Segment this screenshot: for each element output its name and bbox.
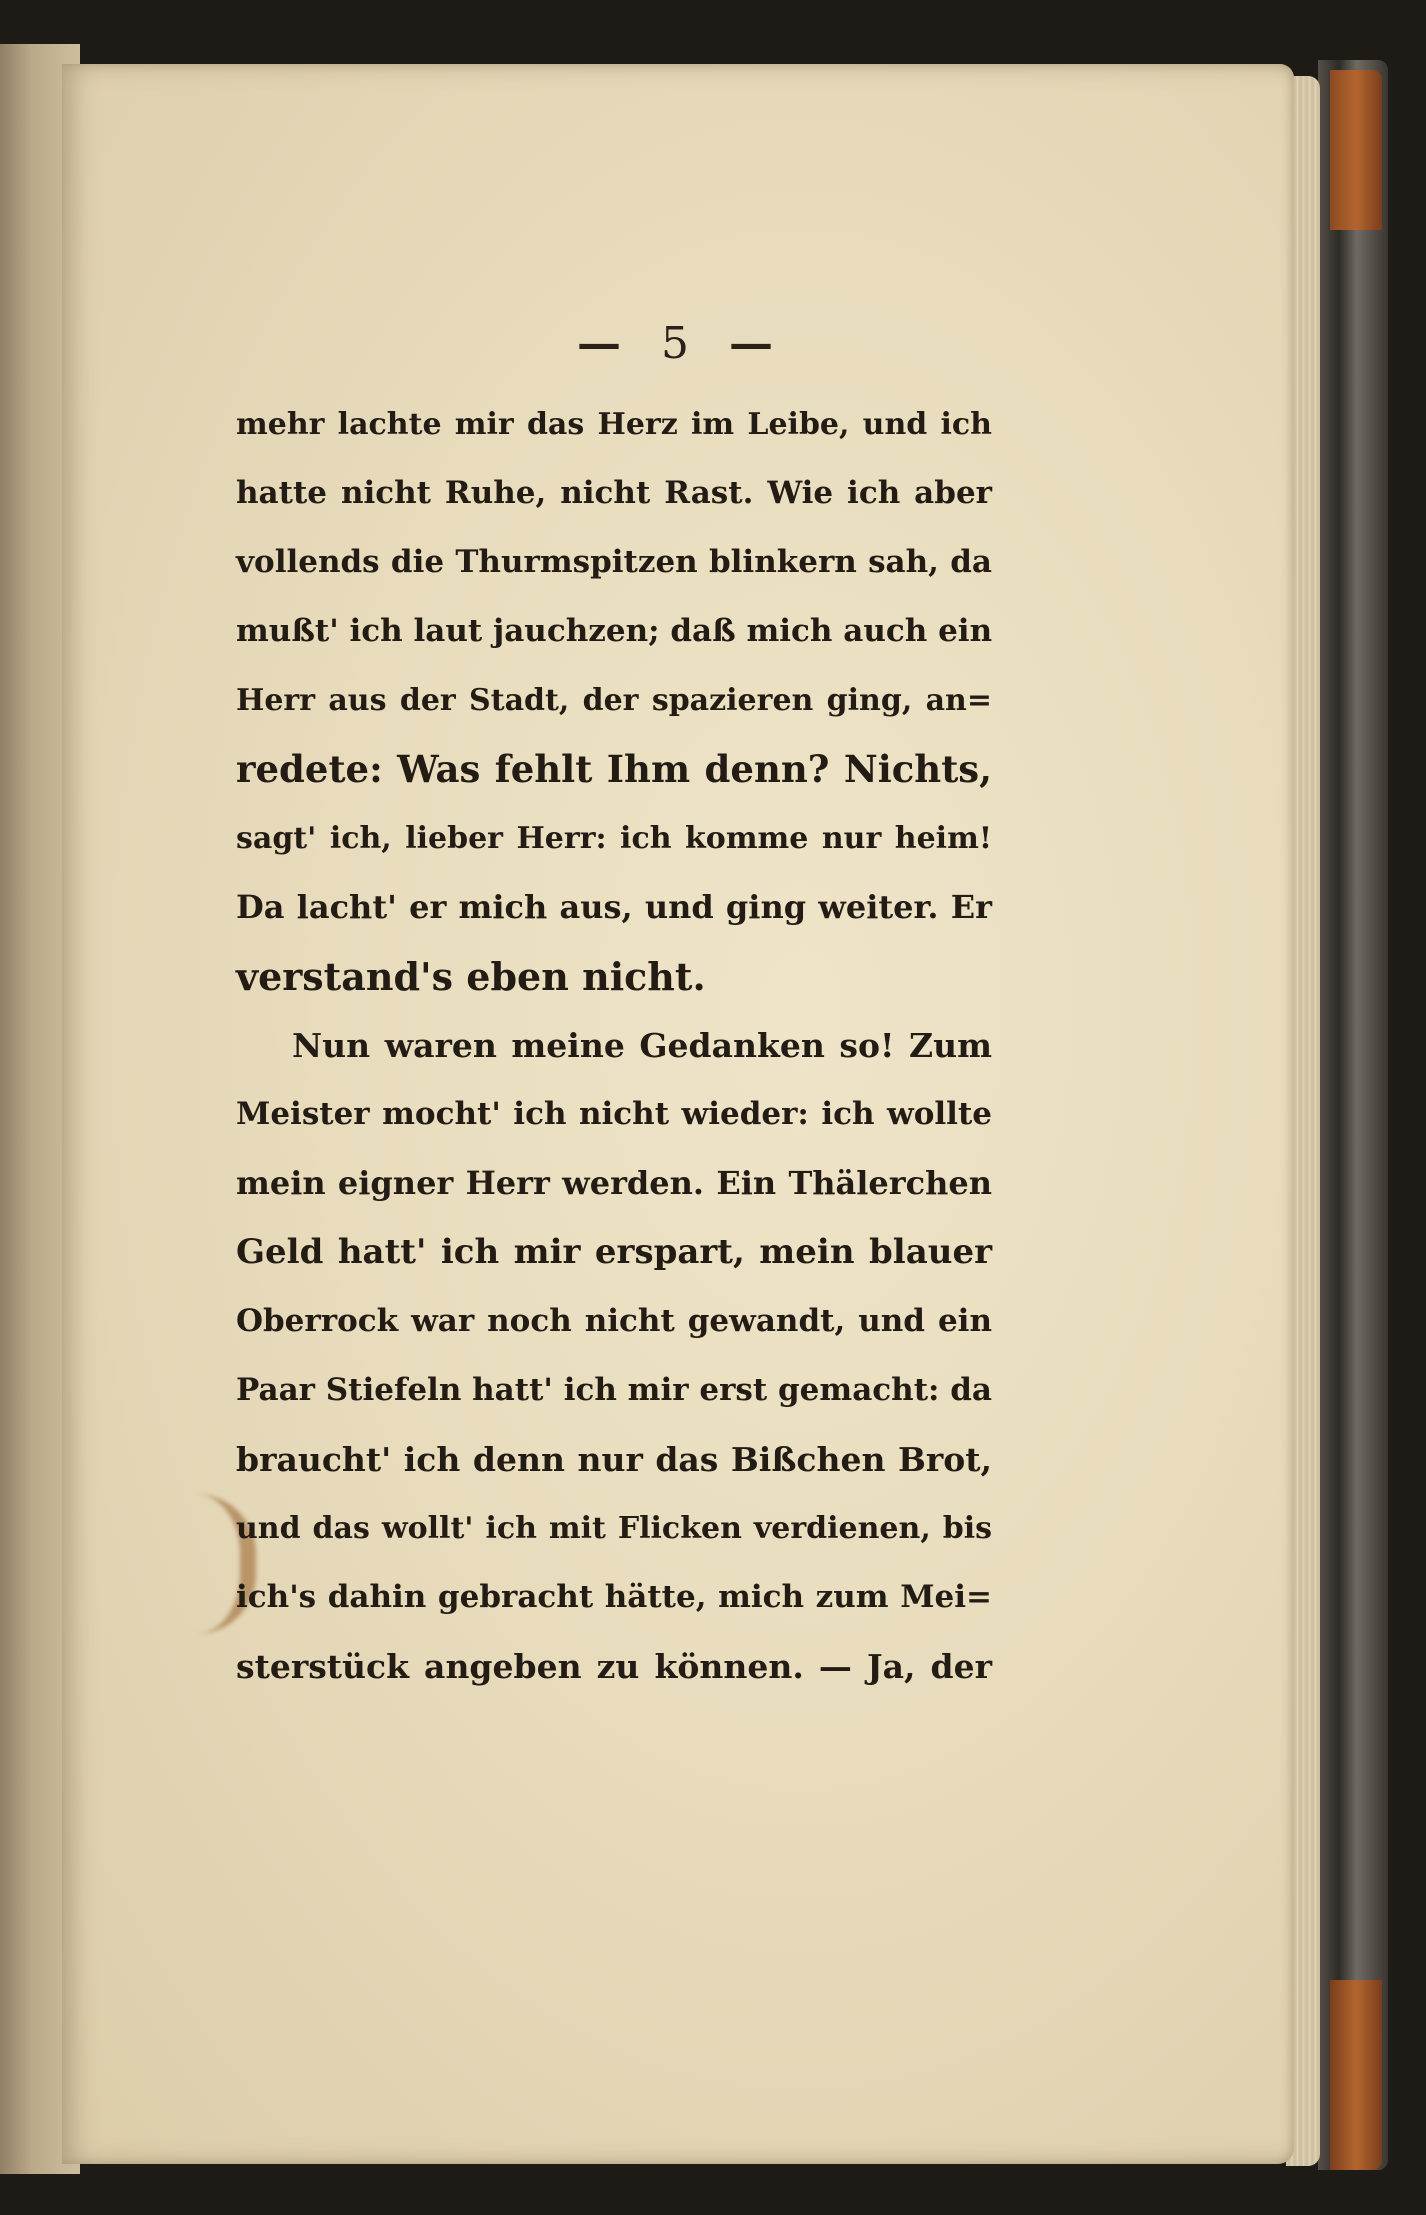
- text-line: Meister mocht' ich nicht wieder: ich wollte: [236, 1096, 992, 1132]
- text-line: redete: Was fehlt Ihm denn? Nichts,: [236, 747, 992, 791]
- page-number: 5: [661, 318, 695, 369]
- book-binding: [1318, 60, 1388, 2170]
- body-text: [236, 390, 992, 1701]
- text-line: Oberrock war noch nicht gewandt, und ein: [236, 1303, 992, 1339]
- text-line: vollends die Thurmspitzen blinkern sah, da: [236, 544, 992, 580]
- text-line: braucht' ich denn nur das Bißchen Brot,: [236, 1440, 992, 1479]
- leather-corner-top: [1330, 70, 1382, 230]
- leather-corner-bottom: [1330, 1980, 1382, 2170]
- text-line: sagt' ich, lieber Herr: ich komme nur heim!: [236, 821, 992, 856]
- page-number-dash-left: —: [577, 318, 627, 369]
- text-line: ich's dahin gebracht hätte, mich zum Mei=: [236, 1579, 992, 1615]
- text-line: Da lacht' er mich aus, und ging weiter. Er: [236, 888, 992, 926]
- text-line: Geld hatt' ich mir erspart, mein blauer: [236, 1232, 992, 1272]
- page-number-header: [62, 318, 1294, 369]
- text-line: Nun waren meine Gedanken so! Zum: [292, 1026, 992, 1065]
- text-line: mußt' ich laut jauchzen; daß mich auch ein: [236, 613, 993, 649]
- text-line: mein eigner Herr werden. Ein Thälerchen: [236, 1164, 992, 1202]
- text-line: verstand's eben nicht.: [236, 954, 706, 999]
- text-line: Paar Stiefeln hatt' ich mir erst gemacht: da: [236, 1372, 993, 1408]
- text-line: sterstück angeben zu können. — Ja, der: [236, 1647, 992, 1686]
- text-line: mehr lachte mir das Herz im Leibe, und ich: [236, 407, 992, 442]
- text-line: und das wollt' ich mit Flicken verdienen, bis: [236, 1511, 992, 1546]
- page-number-dash-right: —: [729, 318, 779, 369]
- text-line: Herr aus der Stadt, der spazieren ging, an=: [236, 683, 992, 718]
- text-line: hatte nicht Ruhe, nicht Rast. Wie ich aber: [236, 475, 992, 511]
